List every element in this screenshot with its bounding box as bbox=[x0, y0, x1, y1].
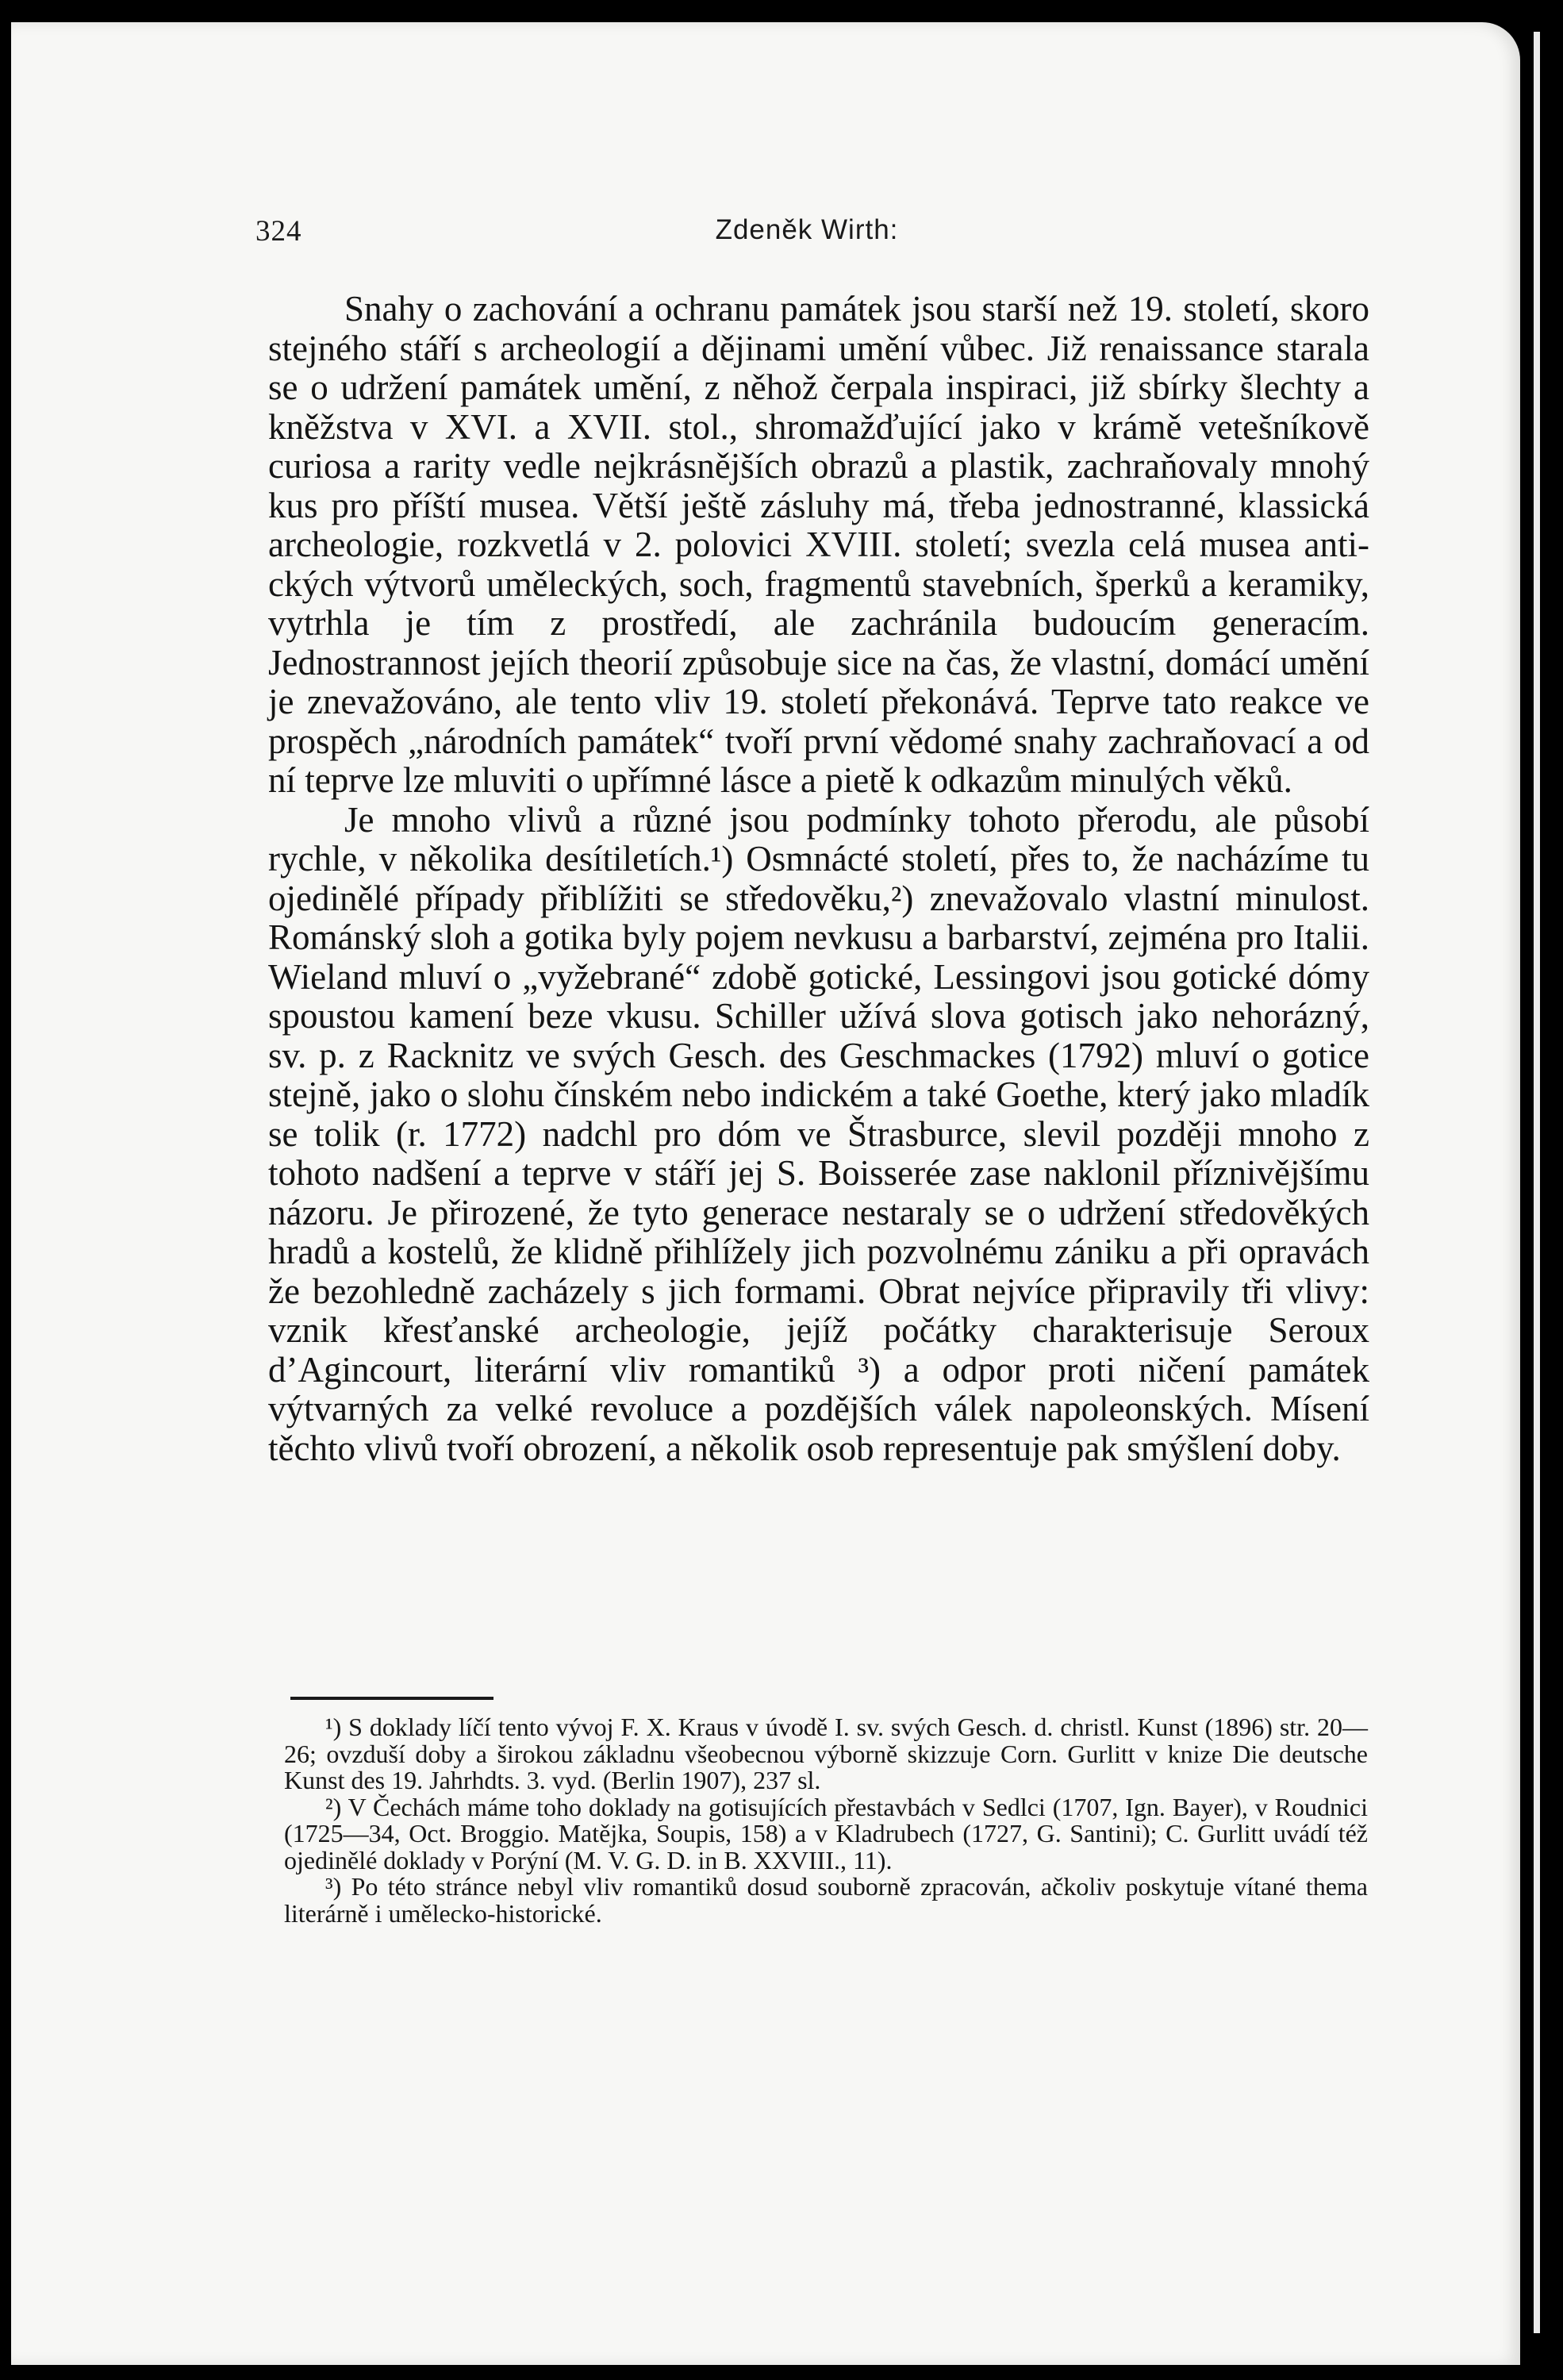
page-edge-shadow bbox=[1534, 32, 1540, 2333]
scan-border bbox=[0, 0, 1563, 22]
paragraph: Je mnoho vlivů a různé jsou podmínky tohoto přerodu, ale působí rychle, v několika desítiletích.¹) Osmnácté století, přes to, že nacházíme tu ojedinělé případy přiblížiti se středověku,²) znevažovalo vlastní minulost. Románský sloh a gotika byly pojem nevkusu a barbarství, zejména pro Italii. Wieland mluví o „vyžebrané“ zdobě gotické, Lessingovi jsou gotické dómy spoustou kamení beze vkusu. Schiller užívá slova gotisch jako nehorázný, sv. p. z Racknitz ve svých Gesch. des Geschmackes (1792) mluví o gotice stejně, jako o slohu čínském nebo indickém a také Goethe, který jako mladík se tolik (r. 1772) nadchl pro dóm ve Štrasburce, slevil později mnoho z tohoto nadšení a teprve v stáří jej S. Boisserée zase naklonil příznivějšímu názoru. Je přirozené, že tyto generace nestaraly se o udržení středověkých hradů a kostelů, že klidně přihlížely jich pozvolnému zániku a při opravách že bezohledně zacházely s jich formami. Obrat nejvíce připravily tři vlivy: vznik křesťanské archeologie, jejíž počátky charakterisuje Seroux d’Agincourt, literární vliv romantiků ³) a odpor proti ničení památek výtvarných za velké revoluce a pozdějších válek napoleonských. Mísení těchto vlivů tvoří obrození, a několik osob representuje pak smýšlení doby. bbox=[268, 799, 1369, 1468]
running-head: Zdeněk Wirth: bbox=[715, 214, 899, 245]
paragraph: Snahy o zachování a ochranu památek jsou starší než 19. století, skoro stejného stáří s archeologií a dějinami umění vůbec. Již renaissance starala se o udržení památek umění, z něhož čerpala inspiraci, již sbírky šlechty a kněžstva v XVI. a XVII. stol., shromažďující jako v krámě vetešníkově curiosa a rarity vedle nejkrásnějších obrazů a plastik, zachraňovaly mnohý kus pro příští musea. Větší ještě zásluhy má, třeba jednostranné, klassická archeologie, rozkvetlá v 2. polovici XVIII. století; svezla celá musea antických výtvorů uměleckých, soch, fragmentů stavebních, šperků a keramiky, vytrhla je tím z prostředí, ale zachránila budoucím generacím. Jednostrannost jejích theorií způsobuje sice na čas, že vlastní, domácí umění je znevažováno, ale tento vliv 19. století překonává. Teprve tato reakce ve prospěch „národních památek“ tvoří první vědomé snahy zachraňovací a od ní teprve lze mluviti o upřímné lásce a pietě k odkazům minulých věků. bbox=[268, 289, 1369, 800]
footnote: ³) Po této stránce nebyl vliv romantiků dosud souborně zpracován, ačkoliv poskytuje vítané thema literárně i umělecko-historické. bbox=[284, 1872, 1368, 1928]
footnote-separator bbox=[290, 1697, 493, 1700]
page-header bbox=[255, 214, 1358, 262]
footnote: ¹) S doklady líčí tento vývoj F. X. Kraus v úvodě I. sv. svých Gesch. d. christl. Kunst (1896) str. 20—26; ovzduší doby a širokou základnu všeobecnou výborně skizzuje Corn. Gurlitt v knize Die deutsche Kunst des 19. Jahrhdts. 3. vyd. (Berlin 1907), 237 sl. bbox=[284, 1713, 1368, 1794]
page-number: 324 bbox=[255, 215, 302, 248]
footnotes bbox=[284, 1714, 1368, 1927]
body-text bbox=[268, 290, 1369, 1468]
footnote: ²) V Čechách máme toho doklady na gotisujících přestavbách v Sedlci (1707, Ign. Bayer), v Roudnici (1725—34, Oct. Broggio. Matějka, Soupis, 158) a v Kladrubech (1727, G. Santini); C. Gurlitt uvádí též ojedinělé doklady v Porýní (M. V. G. D. in B. XXVIII., 11). bbox=[284, 1792, 1368, 1874]
